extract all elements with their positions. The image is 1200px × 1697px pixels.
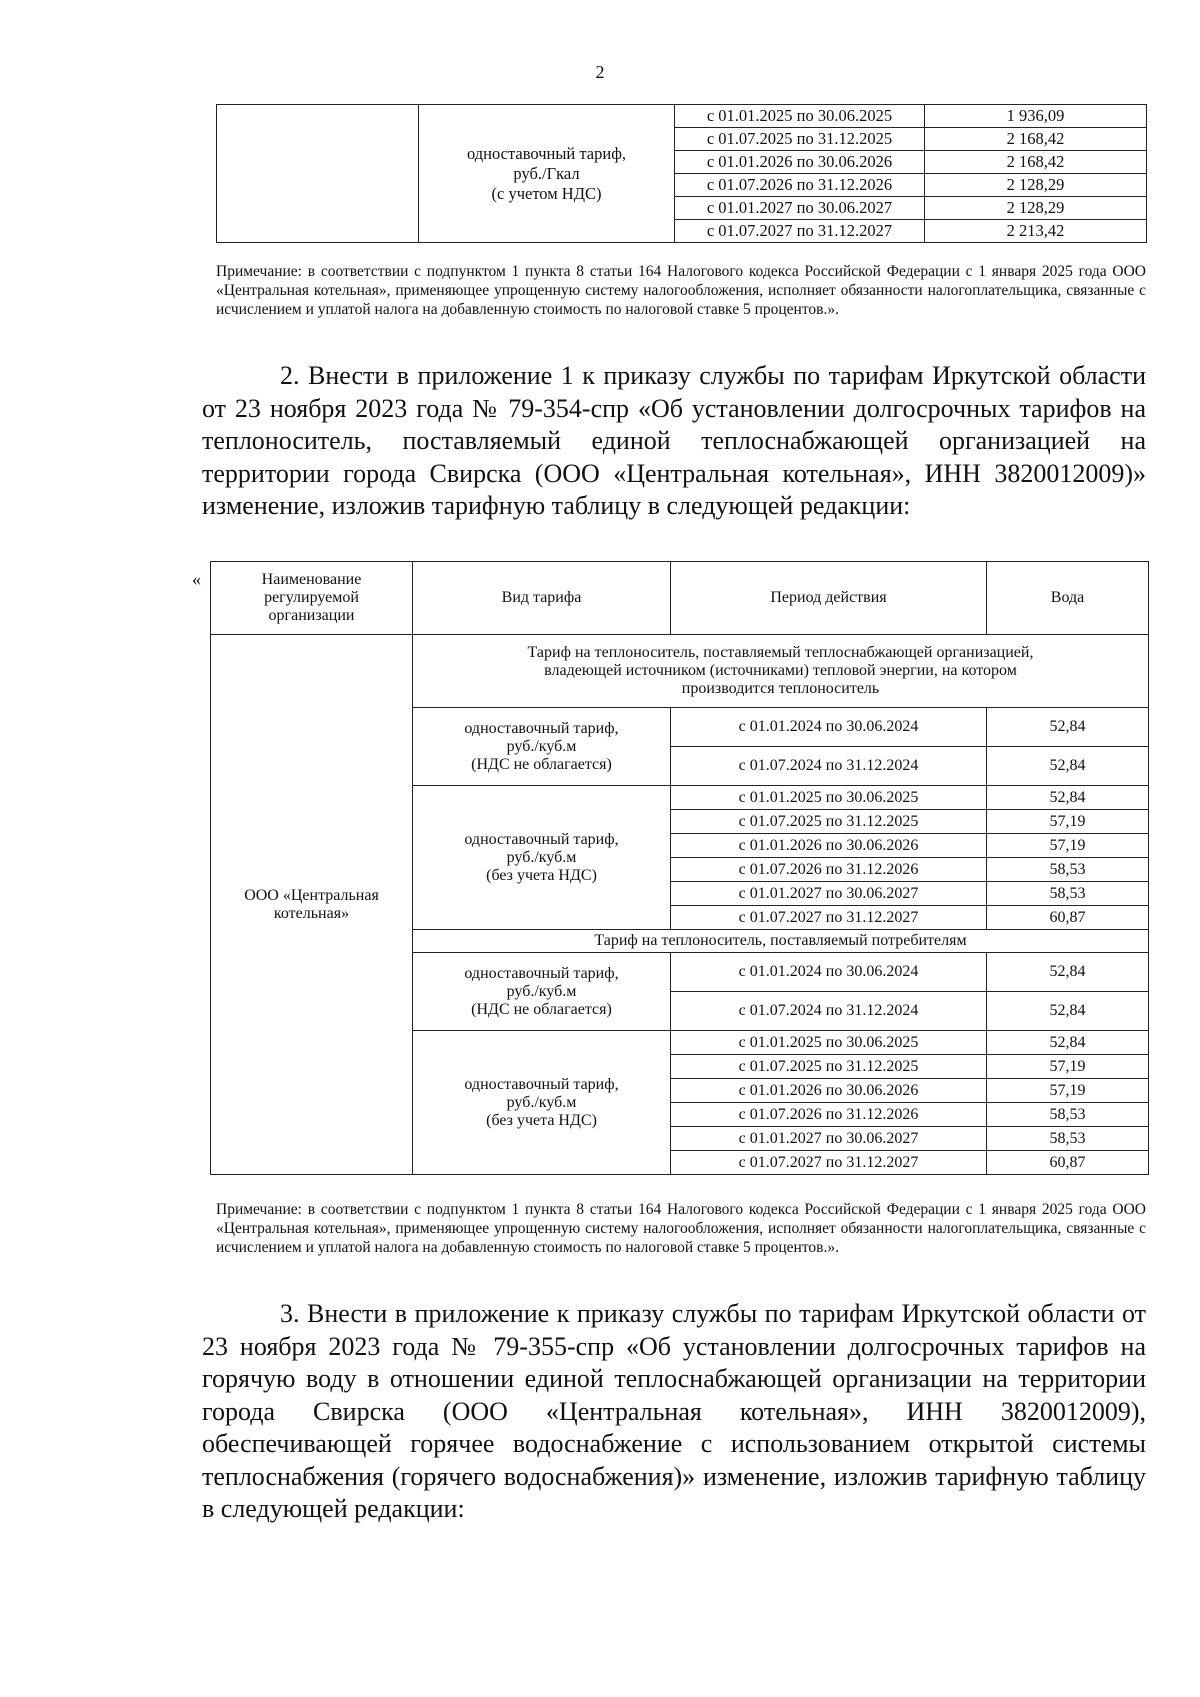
paragraph-3: [202, 1298, 1146, 1526]
period-cell: с 01.01.2027 по 30.06.2027: [671, 1127, 987, 1151]
period-cell: с 01.07.2027 по 31.12.2027: [671, 906, 987, 930]
tariff-type-cell: [413, 953, 671, 1031]
value-cell: 57,19: [987, 1079, 1149, 1103]
tariff-type-line: руб./куб.м: [506, 982, 577, 1000]
tariff-type-line: одноставочный тариф,: [464, 830, 619, 848]
value-cell: 58,53: [987, 1103, 1149, 1127]
value-cell: 1 936,09: [925, 105, 1147, 128]
tariff-type-line: одноставочный тариф,: [464, 964, 619, 982]
tariff-type-line: (без учета НДС): [486, 1111, 597, 1129]
tariff-type-line: руб./куб.м: [506, 737, 577, 755]
section-1-title: [413, 635, 1149, 708]
section-1-title-line: производится теплоноситель: [681, 680, 880, 697]
value-cell: 2 213,42: [925, 220, 1147, 243]
value-cell: 60,87: [987, 1151, 1149, 1175]
period-cell: с 01.07.2025 по 31.12.2025: [671, 1055, 987, 1079]
org-name-line: котельная»: [273, 904, 350, 922]
period-cell: с 01.01.2024 по 30.06.2024: [671, 708, 987, 747]
section-2-title: Тариф на теплоноситель, поставляемый потребителям: [413, 930, 1149, 953]
period-cell: с 01.07.2024 по 31.12.2024: [671, 747, 987, 786]
period-cell: с 01.07.2025 по 31.12.2025: [675, 128, 925, 151]
value-cell: 52,84: [987, 786, 1149, 810]
tariff-type-cell: [413, 708, 671, 786]
header-period: Период действия: [671, 562, 987, 635]
header-org-line: организации: [268, 607, 355, 624]
opening-quote: «: [192, 569, 201, 589]
header-org: [211, 562, 413, 635]
value-cell: 52,84: [987, 992, 1149, 1031]
tariff-type-line: (НДС не облагается): [471, 755, 612, 773]
value-cell: 2 168,42: [925, 128, 1147, 151]
period-cell: с 01.07.2024 по 31.12.2024: [671, 992, 987, 1031]
value-cell: 57,19: [987, 810, 1149, 834]
value-cell: 60,87: [987, 906, 1149, 930]
header-water: Вода: [987, 562, 1149, 635]
tariff-type-line: одноставочный тариф,: [466, 143, 627, 163]
period-cell: с 01.07.2027 по 31.12.2027: [675, 220, 925, 243]
section-title-row: [211, 635, 1149, 708]
tariff-type-cell: [419, 105, 675, 243]
header-tariff-type: Вид тарифа: [413, 562, 671, 635]
tariff-type-line: (НДС не облагается): [471, 1000, 612, 1018]
period-cell: с 01.01.2025 по 30.06.2025: [671, 1031, 987, 1055]
value-cell: 57,19: [987, 834, 1149, 858]
note-vat-1: Примечание: в соответствии с подпунктом 1 пункта 8 статьи 164 Налогового кодекса Российской Федерации с 1 января 2025 года ООО «Центральная котельная», применяющее упрощенную систему налогообложения, исполняет обязанности налогоплательщика, связанные с исчислением и уплатой налога на добавленную стоимость по налоговой ставке 5 процентов.».: [216, 263, 1146, 318]
period-cell: с 01.01.2027 по 30.06.2027: [675, 197, 925, 220]
tariff-type-line: (без учета НДС): [486, 866, 597, 884]
period-cell: с 01.07.2025 по 31.12.2025: [671, 810, 987, 834]
org-name-cell: [211, 635, 413, 1175]
table-header-row: [211, 562, 1149, 635]
value-cell: 2 128,29: [925, 197, 1147, 220]
period-cell: с 01.01.2027 по 30.06.2027: [671, 882, 987, 906]
value-cell: 58,53: [987, 858, 1149, 882]
value-cell: 52,84: [987, 747, 1149, 786]
org-name-line: ООО «Центральная: [244, 886, 379, 904]
period-cell: с 01.01.2026 по 30.06.2026: [671, 834, 987, 858]
section-1-title-line: владеющей источником (источниками) тепловой энергии, на котором: [544, 662, 1017, 679]
tariff-type-line: одноставочный тариф,: [464, 719, 619, 737]
header-org-line: Наименование: [261, 571, 362, 588]
heat-tariff-table: [216, 104, 1147, 243]
value-cell: 52,84: [987, 953, 1149, 992]
period-cell: с 01.01.2026 по 30.06.2026: [671, 1079, 987, 1103]
period-cell: с 01.01.2024 по 30.06.2024: [671, 953, 987, 992]
period-cell: с 01.07.2026 по 31.12.2026: [671, 858, 987, 882]
tariff-type-line: (с учетом НДС): [491, 183, 602, 203]
period-cell: с 01.07.2027 по 31.12.2027: [671, 1151, 987, 1175]
value-cell: 58,53: [987, 1127, 1149, 1151]
tariff-type-cell: [413, 786, 671, 930]
value-cell: 2 168,42: [925, 151, 1147, 174]
period-cell: с 01.01.2025 по 30.06.2025: [671, 786, 987, 810]
header-org-line: регулируемой: [264, 589, 359, 606]
coolant-tariff-table: [210, 561, 1149, 1175]
period-cell: с 01.07.2026 по 31.12.2026: [671, 1103, 987, 1127]
tariff-type-cell: [413, 1031, 671, 1175]
value-cell: 2 128,29: [925, 174, 1147, 197]
tariff-type-line: руб./Гкал: [513, 163, 580, 183]
page-number: 2: [595, 62, 605, 82]
value-cell: 52,84: [987, 1031, 1149, 1055]
paragraph-2: [202, 360, 1146, 523]
value-cell: 57,19: [987, 1055, 1149, 1079]
org-cell-empty: [217, 105, 419, 243]
value-cell: 58,53: [987, 882, 1149, 906]
table-row: [217, 105, 1147, 128]
tariff-type-line: одноставочный тариф,: [464, 1075, 619, 1093]
tariff-type-line: руб./куб.м: [506, 848, 577, 866]
paragraph-2-text: 2. Внести в приложение 1 к приказу службы по тарифам Иркутской области от 23 ноября 2023 года № 79-354-спр «Об установлении долгосрочных тарифов на теплоноситель, поставляемый единой теплоснабжающей организацией на территории города Свирска (ООО «Центральная котельная», ИНН 3820012009)» изменение, изложив тарифную таблицу в следующей редакции:: [202, 361, 1146, 520]
period-cell: с 01.01.2025 по 30.06.2025: [675, 105, 925, 128]
period-cell: с 01.01.2026 по 30.06.2026: [675, 151, 925, 174]
period-cell: с 01.07.2026 по 31.12.2026: [675, 174, 925, 197]
section-1-title-line: Тариф на теплоноситель, поставляемый теплоснабжающей организацией,: [527, 644, 1034, 661]
tariff-type-line: руб./куб.м: [506, 1093, 577, 1111]
value-cell: 52,84: [987, 708, 1149, 747]
paragraph-3-text: 3. Внести в приложение к приказу службы по тарифам Иркутской области от 23 ноября 2023 года № 79-355-спр «Об установлении долгосрочных тарифов на горячую воду в отношении единой теплоснабжающей организации на территории города Свирска (ООО «Центральная котельная», ИНН 3820012009), обеспечивающей горячее водоснабжение с использованием открытой системы теплоснабжения (горячего водоснабжения)» изменение, изложив тарифную таблицу в следующей редакции:: [202, 1299, 1146, 1523]
note-vat-2: Примечание: в соответствии с подпунктом 1 пункта 8 статьи 164 Налогового кодекса Российской Федерации с 1 января 2025 года ООО «Центральная котельная», применяющее упрощенную систему налогообложения, исполняет обязанности налогоплательщика, связанные с исчислением и уплатой налога на добавленную стоимость по налоговой ставке 5 процентов.».: [216, 1201, 1146, 1256]
